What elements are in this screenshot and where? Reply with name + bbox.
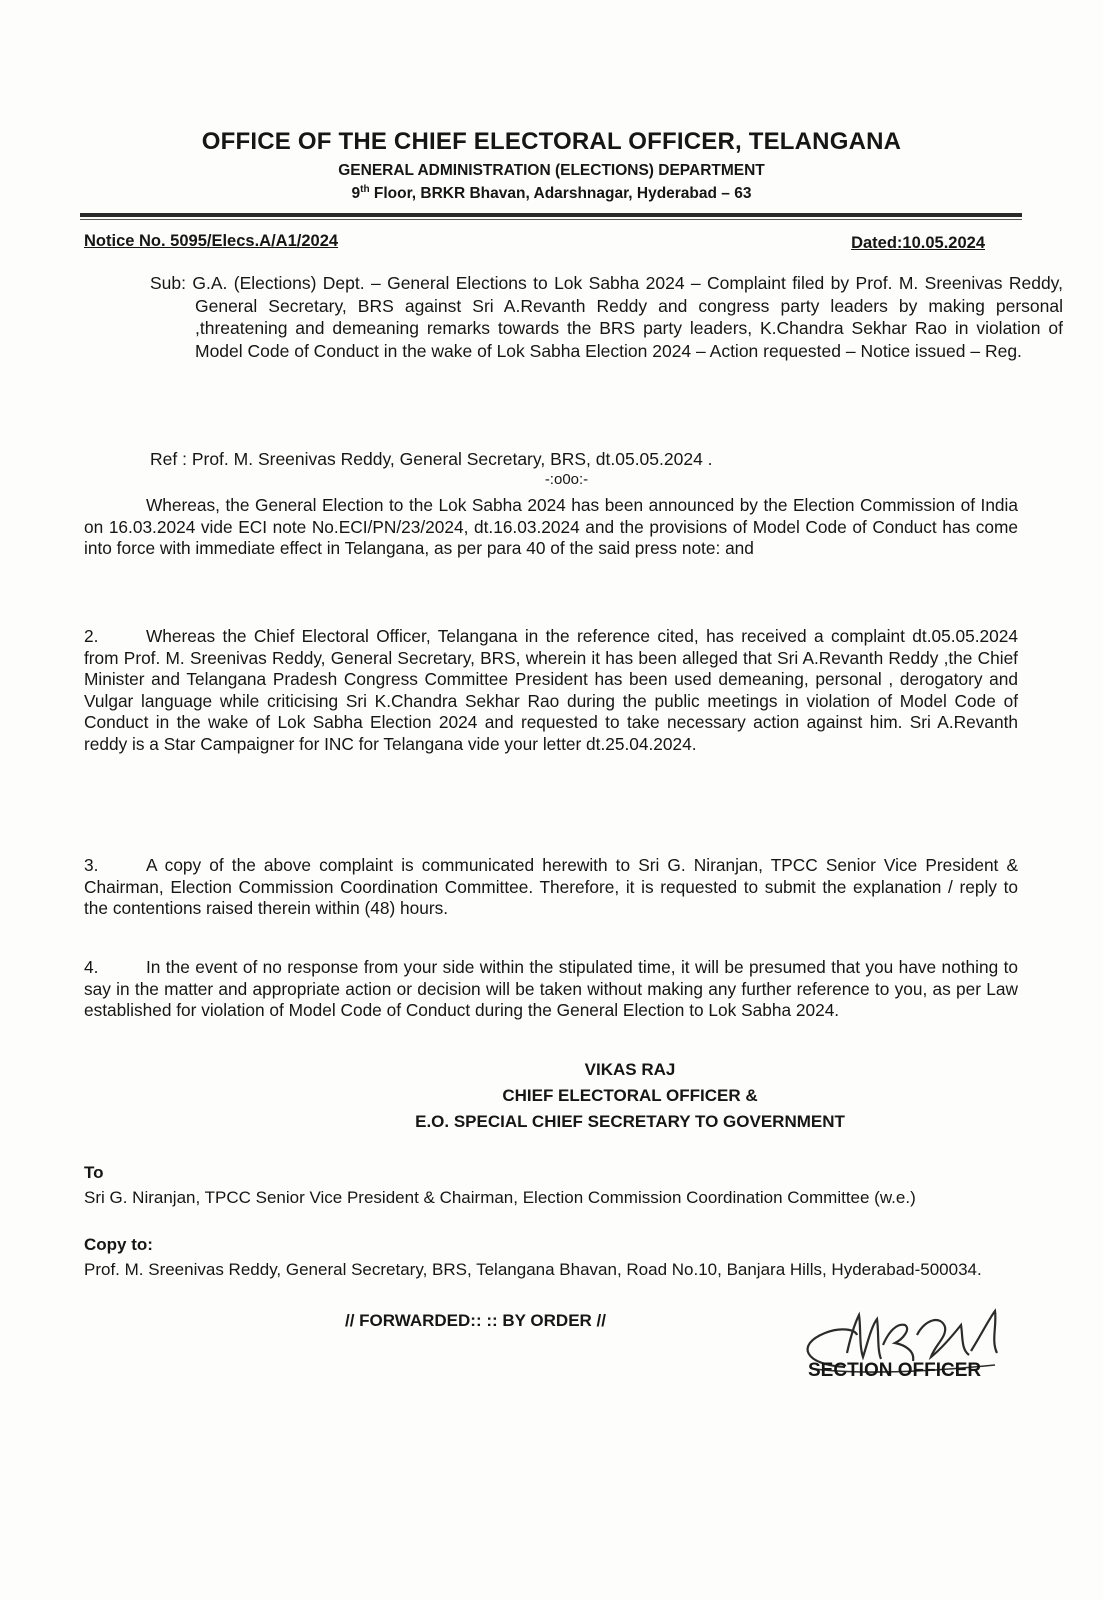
copy-to-recipient: Prof. M. Sreenivas Reddy, General Secretary, BRS, Telangana Bhavan, Road No.10, Banjara Hills, Hyderabad-500034. xyxy=(84,1260,982,1279)
header-divider-thin xyxy=(80,219,1022,220)
section-officer-label: SECTION OFFICER xyxy=(808,1360,982,1381)
to-label: To xyxy=(84,1163,104,1182)
signatory-name: VIKAS RAJ xyxy=(584,1060,676,1079)
separator: -:o0o:- xyxy=(544,471,589,488)
copy-to-label: Copy to: xyxy=(84,1235,153,1254)
paragraph-number: 4. xyxy=(84,957,99,977)
floor-number: 9 xyxy=(351,185,361,203)
address-text: Floor, BRKR Bhavan, Adarshnagar, Hyderabad – 63 xyxy=(369,185,752,203)
reference-line: Ref : Prof. M. Sreenivas Reddy, General Secretary, BRS, dt.05.05.2024 . xyxy=(150,449,713,469)
paragraph-text: Whereas the Chief Electoral Officer, Telangana in the reference cited, has received a complaint dt.05.05.2024 from Prof. M. Sreenivas Reddy, General Secretary, BRS, wherein it has been alleged that Sri A.Revanth Reddy ,the Chief Minister and Telangana Pradesh Congress Committee President has been used demeaning, personal , derogatory and Vulgar language while criticising Sri K.Chandra Sekhar Rao during the public meetings in violation of Model Code of Conduct in the wake of Lok Sabha Election 2024 and requested to take necessary action against him. Sri A.Revanth reddy is a Star Campaigner for INC for Telangana vide your letter dt.25.04.2024. xyxy=(84,626,1018,754)
paragraph-1: Whereas, the General Election to the Lok Sabha 2024 has been announced by the Election Commission of India on 16.03.2024 vide ECI note No.ECI/PN/23/2024, dt.16.03.2024 and the provisions of Model Code of Conduct has come into force with immediate effect in Telangana, as per para 40 of the said press note: and xyxy=(84,495,1018,558)
paragraph-4 xyxy=(84,957,1018,1022)
subject-line: Sub: G.A. (Elections) Dept. – General Elections to Lok Sabha 2024 – Complaint filed by Prof. M. Sreenivas Reddy, General Secretary, BRS against Sri A.Revanth Reddy and congress party leaders by making personal ,threatening and demeaning remarks towards the BRS party leaders, K.Chandra Sekhar Rao in violation of Model Code of Conduct in the wake of Lok Sabha Election 2024 – Action requested – Notice issued – Reg. xyxy=(150,273,1063,361)
forwarded-by-order: // FORWARDED:: :: BY ORDER // xyxy=(345,1311,606,1330)
signatory-designation-2: E.O. SPECIAL CHIEF SECRETARY TO GOVERNMENT xyxy=(415,1112,845,1131)
paragraph-3 xyxy=(84,855,1018,920)
paragraph-text: In the event of no response from your side within the stipulated time, it will be presumed that you have nothing to say in the matter and appropriate action or decision will be taken without making any further reference to you, as per Law established for violation of Model Code of Conduct during the General Election to Lok Sabha 2024. xyxy=(84,957,1018,1020)
paragraph-number: 2. xyxy=(84,626,99,646)
office-title: OFFICE OF THE CHIEF ELECTORAL OFFICER, TELANGANA xyxy=(201,128,902,155)
paragraph-number: 3. xyxy=(84,855,99,875)
notice-number: Notice No. 5095/Elecs.A/A1/2024 xyxy=(84,232,339,250)
notice-date: Dated:10.05.2024 xyxy=(851,234,985,252)
paragraph-2 xyxy=(84,626,1018,755)
department-name: GENERAL ADMINISTRATION (ELECTIONS) DEPARTMENT xyxy=(338,162,765,179)
floor-suffix: th xyxy=(360,184,370,195)
office-address xyxy=(0,184,1103,203)
signatory-designation-1: CHIEF ELECTORAL OFFICER & xyxy=(502,1086,758,1105)
paragraph-text: A copy of the above complaint is communicated herewith to Sri G. Niranjan, TPCC Senior Vice President & Chairman, Election Commission Coordination Committee. Therefore, it is requested to submit the explanation / reply to the contentions raised therein within (48) hours. xyxy=(84,855,1018,918)
header-divider xyxy=(80,213,1022,217)
to-recipient: Sri G. Niranjan, TPCC Senior Vice President & Chairman, Election Commission Coordination Committee (w.e.) xyxy=(84,1188,916,1207)
